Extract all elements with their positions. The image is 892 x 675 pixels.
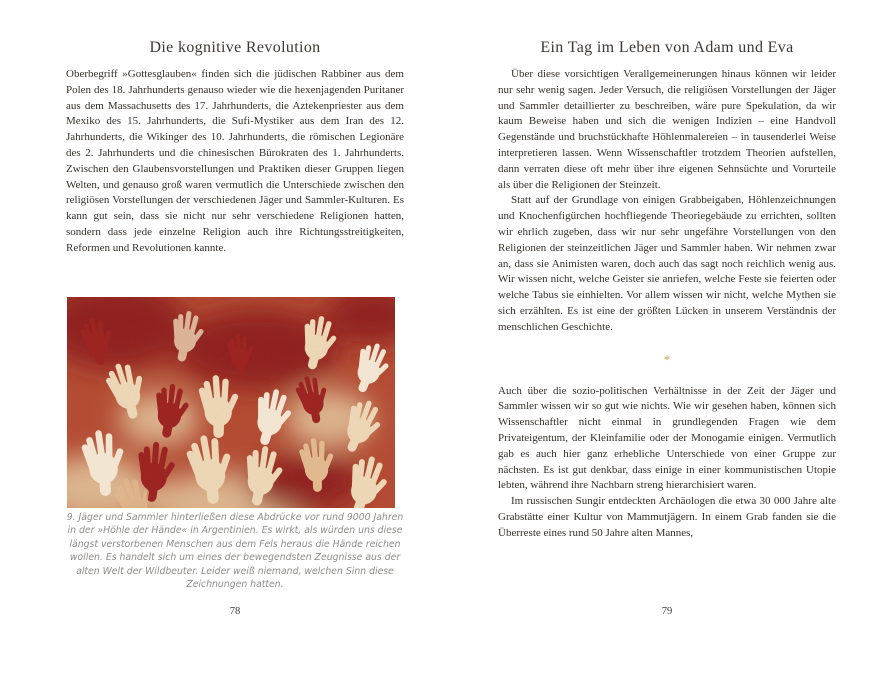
body-paragraph: Über diese vorsichtigen Verallgemeinerungen hinaus können wir leider nur sehr wenig sagen. Jeder Versuch, die religiösen Vorstellungen der Jäger und Sammler detaillierter zu beschreiben, wäre pure Spekulation, da wir kaum Beweise haben und sich die wenigen Indizien – eine Handvoll Gegenstände und bruchstückhafte Höhlenmalereien – in tausenderlei Weise interpretieren lassen. Wenn Wissenschaftler trotzdem Theorien aufstellen, dann verraten diese oft mehr über ihre eigenen Sehnsüchte und Vorurteile als über die Religionen der Steinzeit. xyxy=(498,68,836,191)
page-number-left: 78 xyxy=(229,606,241,617)
right-page xyxy=(498,0,836,675)
page-number-right: 79 xyxy=(661,606,673,617)
cave-hands-image xyxy=(67,297,395,508)
running-header-right: Ein Tag im Leben von Adam und Eva xyxy=(540,39,794,56)
section-break xyxy=(498,336,836,384)
right-page-body xyxy=(498,67,836,542)
left-page-body xyxy=(66,67,404,257)
left-page xyxy=(66,0,404,675)
body-paragraph: Im russischen Sungir entdeckten Archäologen die etwa 30 000 Jahre alte Grabstätte einer Kultur von Mammutjägern. In einem Grab fanden sie die Überreste eines rund 50 Jahre alten Mannes, xyxy=(498,495,836,539)
section-break-asterisk-icon: * xyxy=(663,351,671,367)
running-header-left: Die kognitive Revolution xyxy=(149,39,321,56)
body-paragraph: Auch über die sozio-politischen Verhältnisse in der Zeit der Jäger und Sammler wissen wir so gut wie nichts. Wie wir gesehen haben, können sich Wissenschaftler nicht einmal in grundlegenden Fragen wie dem Privateigentum, der Kleinfamilie oder der Monogamie einigen. Vermutlich gab es auch hier ganz erhebliche Unterschiede von einer Gruppe zur nächsten. Es ist gut denkbar, dass einige in einer kommunistischen Utopie lebten, während ihre Nachbarn streng hierarchisiert waren. xyxy=(498,384,836,492)
rock-grain-texture xyxy=(67,297,395,508)
cave-hands-photo xyxy=(67,297,395,508)
figure-caption: 9. Jäger und Sammler hinterließen diese Abdrücke vor rund 9000 Jahren in der »Höhle der Hände« in Argentinien. Es wirkt, als würden uns diese längst verstorbenen Menschen aus dem Fels heraus die Hände reichen wollen. Es handelt sich um eines der bewegendsten Zeugnisse aus der alten Welt der Wildbeuter. Leider weiß niemand, welchen Sinn diese Zeichnungen hatten. xyxy=(66,512,404,591)
body-paragraph: Statt auf der Grundlage von einigen Grabbeigaben, Höhlenzeichnungen und Knochenfigürchen hochfliegende Theoriegebäude zu errichten, sollten wir ehrlich zugeben, dass wir nur sehr ungefähre Vorstellungen von den Religionen der steinzeitlichen Jäger und Sammler haben. Wir nehmen zwar an, dass sie Animisten waren, doch auch das sagt noch reichlich wenig aus. Wir wissen nicht, welche Geister sie anriefen, welche Feste sie feierten oder welche Tabus sie einhielten. Vor allem wissen wir nicht, welche Mythen sie sich erzählten. Es ist eine der größten Lücken in unserem Verständnis der menschlichen Geschichte. xyxy=(498,194,836,333)
body-paragraph: Oberbegriff »Gottesglauben« finden sich die jüdischen Rabbiner aus dem Polen des 18. Jahrhunderts genauso wieder wie die hexenjagenden Puritaner aus dem Massachusetts des 17. Jahrhunderts, die Aztekenpriester aus dem Mexiko des 15. Jahrhunderts, die Sufi-Mystiker aus dem Iran des 12. Jahrhunderts, die Wikinger des 10. Jahrhunderts, die römischen Legionäre des 2. Jahrhunderts und die chinesischen Bürokraten des 1. Jahrhunderts. Zwischen den Glaubensvorstellungen und Praktiken dieser Gruppen liegen Welten, und genauso groß waren vermutlich die Unterschiede zwischen den religiösen Vorstellungen der verschiedenen Jäger und Sammler-Kulturen. Es kann gut sein, dass sie nicht nur sehr verschiedene Religionen hatten, sondern dass jede einzelne Religion auch ihre Richtungsstreitigkeiten, Reformen und Revolutionen kannte. xyxy=(66,68,404,254)
